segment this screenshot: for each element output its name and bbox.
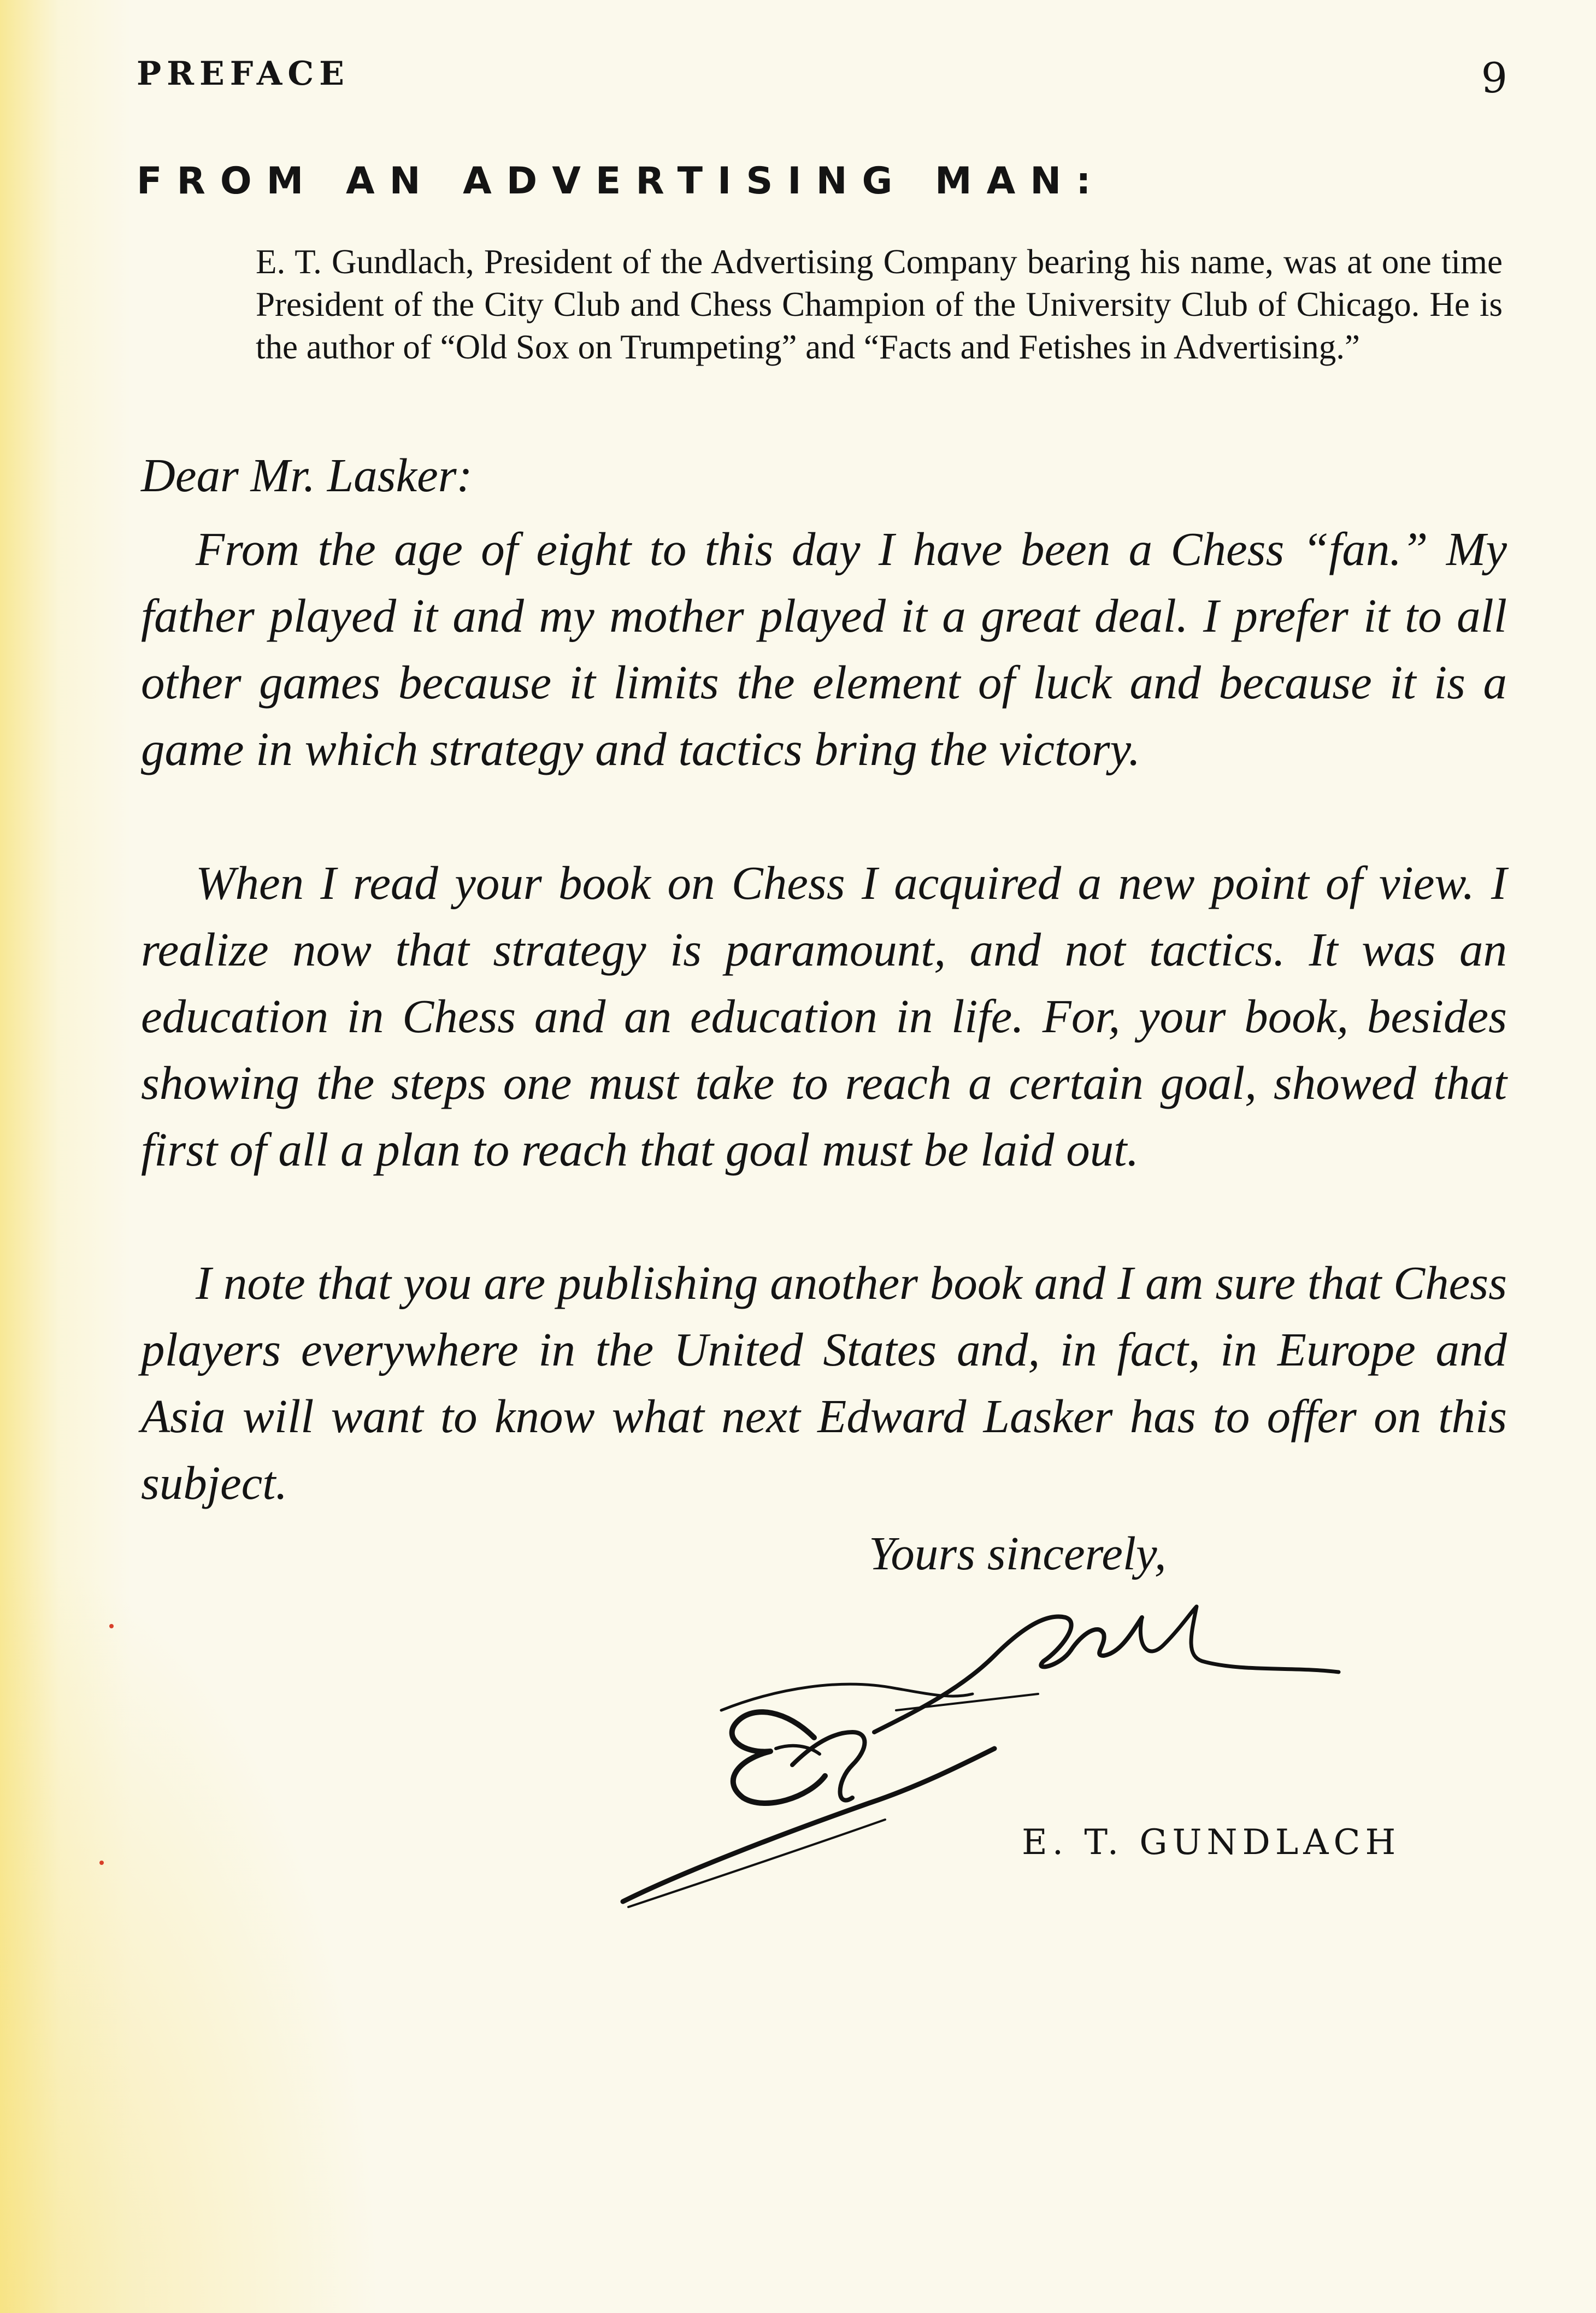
letter-paragraph: When I read your book on Chess I acquired a new point of view. I realize now that strategy is paramount, and not tactics. It was an education in Chess and an education in life. For, your book, besides showing the steps one must take to reach a certain goal, showed that first of all a plan to reach that goal must be laid out.: [141, 856, 1507, 1176]
closing: Yours sincerely,: [869, 1527, 1167, 1580]
ink-speck: [99, 1861, 104, 1865]
paper-corner-tint: [0, 1548, 382, 2313]
paper-edge-tint: [0, 0, 131, 2313]
running-head: PREFACE: [137, 55, 350, 93]
letter-paragraph: From the age of eight to this day I have been a Chess “fan.” My father played it and my mother played it a great deal. I prefer it to all other games because it limits the element of luck and because it is a game in which strategy and tactics bring the victory.: [141, 522, 1507, 775]
ink-speck: [109, 1624, 114, 1628]
signer-name: E. T. GUNDLACH: [1022, 1822, 1401, 1863]
author-intro: E. T. Gundlach, President of the Advertising Company bearing his name, was at one time President of the City Club and Chess Champion of the University Club of Chicago. He is the author of “Old Sox on Trumpeting” and “Facts and Fetishes in Advertising.”: [256, 243, 1503, 366]
handwritten-signature: [612, 1601, 1464, 1929]
letter-paragraph: I note that you are publishing another book and I am sure that Chess players everywhere in the United States and, in fact, in Europe and Asia will want to know what next Edward Lasker has to offer on this subject.: [141, 1256, 1507, 1509]
section-heading: FROM AN ADVERTISING MAN:: [137, 160, 1106, 203]
salutation: Dear Mr. Lasker:: [141, 449, 473, 502]
page-number: 9: [1481, 54, 1507, 102]
